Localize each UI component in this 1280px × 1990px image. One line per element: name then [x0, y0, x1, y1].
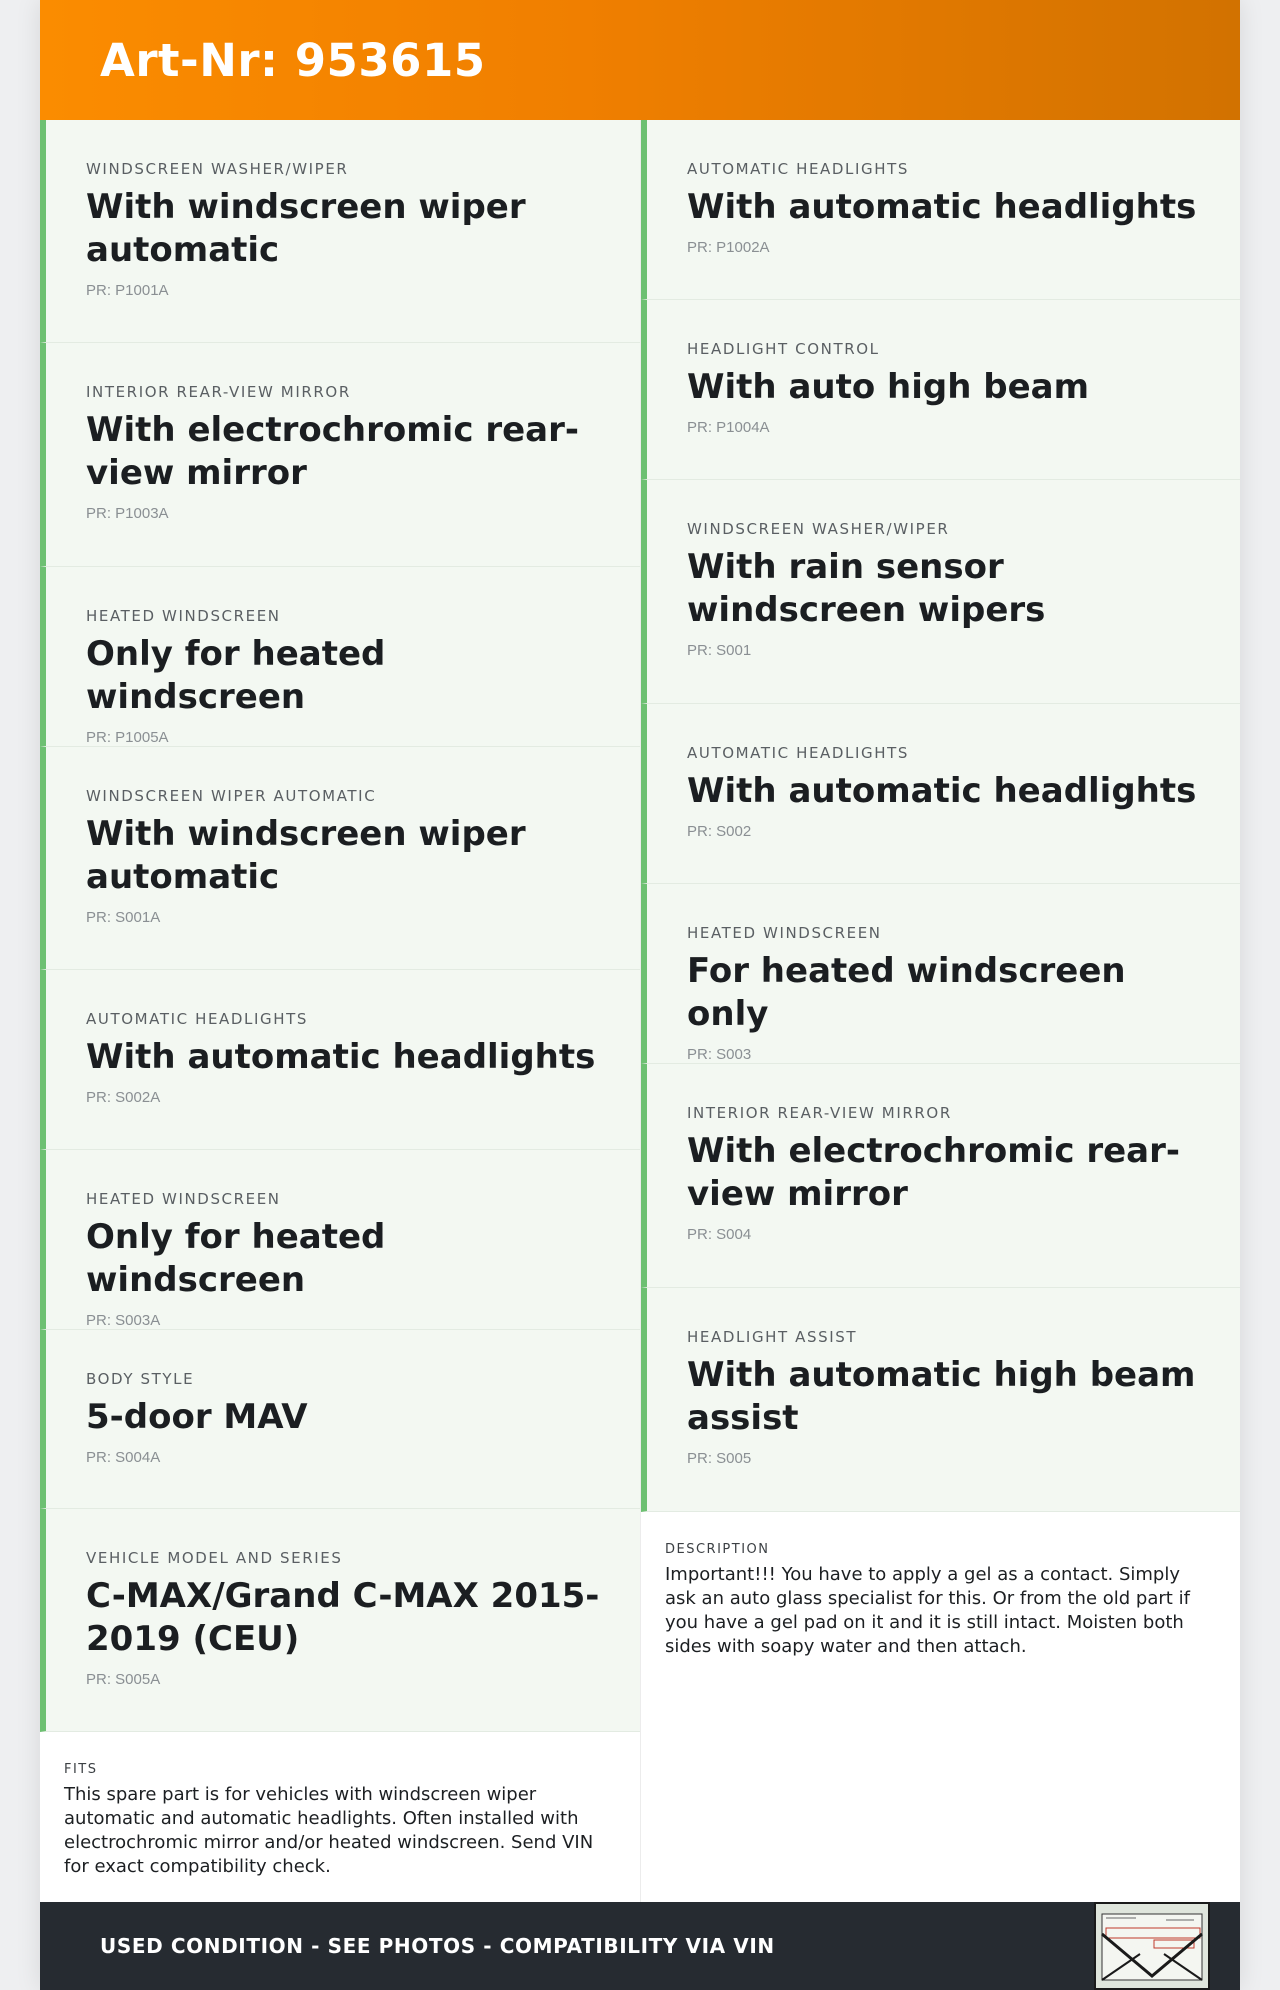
spec-title: 5-door MAV: [86, 1396, 308, 1437]
spec-title: With windscreen wiper automatic: [86, 187, 526, 270]
spec-category: HEATED WINDSCREEN: [86, 1189, 281, 1208]
spec-pr-code: PR: S003: [687, 1046, 752, 1063]
spec-title: With automatic headlights: [687, 771, 1197, 811]
spec-title: For heated windscreen only: [687, 951, 1126, 1034]
spec-pr-code: PR: S005: [687, 1450, 752, 1467]
spec-category: HEADLIGHT ASSIST: [687, 1328, 858, 1346]
spec-title: With rain sensor windscreen wipers: [687, 547, 1046, 630]
envelope-icon[interactable]: [1094, 1902, 1210, 1990]
spec-title: With automatic headlights: [687, 187, 1197, 227]
description-label: DESCRIPTION: [665, 1542, 770, 1557]
spec-card: [641, 120, 1240, 300]
spec-category: BODY STYLE: [86, 1369, 195, 1388]
spec-card: [40, 567, 640, 747]
spec-category: HEADLIGHT CONTROL: [687, 340, 880, 358]
spec-title: With automatic high beam assist: [687, 1355, 1196, 1438]
spec-title: With auto high beam: [687, 367, 1090, 407]
description-section: [641, 1512, 1240, 1679]
spec-category: AUTOMATIC HEADLIGHTS: [86, 1010, 309, 1029]
footer: [40, 1902, 1240, 1990]
spec-card: [641, 300, 1240, 480]
spec-title: Only for heated windscreen: [86, 1216, 386, 1300]
spec-title: C-MAX/Grand C-MAX 2015-2019 (CEU): [86, 1576, 600, 1660]
spec-category: INTERIOR REAR-VIEW MIRROR: [687, 1104, 952, 1122]
spec-pr-code: PR: S004A: [86, 1448, 161, 1466]
spec-title: With electrochromic rear-view mirror: [687, 1131, 1180, 1214]
spec-pr-code: PR: S004: [687, 1226, 752, 1243]
description-text: Important!!! You have to apply a gel as a contact. Simply ask an auto glass specialist for this. Or from the old part if you have a gel pad on it and it is still intact. Moisten both sides with soapy water and then attach.: [665, 1564, 1190, 1657]
spec-pr-code: PR: S001A: [86, 908, 161, 926]
spec-category: INTERIOR REAR-VIEW MIRROR: [86, 383, 351, 402]
spec-pr-code: PR: S003A: [86, 1311, 161, 1329]
spec-category: HEATED WINDSCREEN: [687, 924, 882, 942]
spec-card: [641, 1064, 1240, 1288]
right-column: [640, 120, 1240, 1902]
spec-category: WINDSCREEN WASHER/WIPER: [86, 160, 349, 178]
header: [40, 0, 1240, 120]
spec-title: With automatic headlights: [86, 1037, 596, 1078]
spec-pr-code: PR: P1002A: [687, 239, 770, 256]
spec-card: [641, 480, 1240, 704]
condition-note: USED CONDITION - SEE PHOTOS - COMPATIBILITY VIA VIN: [100, 1934, 775, 1958]
spec-pr-code: PR: S002A: [86, 1089, 161, 1107]
fits-text: This spare part is for vehicles with windscreen wiper automatic and automatic headlights. Often installed with electrochromic mirror and/or heated windscreen. Send VIN for exact compatibility check.: [64, 1784, 594, 1878]
spec-category: AUTOMATIC HEADLIGHTS: [687, 160, 910, 178]
spec-card: [40, 970, 640, 1150]
envelope-thumbnail-graphic: [1096, 1904, 1208, 1988]
spec-columns: [40, 120, 1240, 1902]
spec-card: [40, 747, 640, 970]
article-number-title: Art-Nr: 953615: [100, 33, 486, 87]
spec-pr-code: PR: P1004A: [687, 419, 770, 436]
spec-card: [40, 1330, 640, 1510]
spec-title: With electrochromic rear-view mirror: [86, 410, 579, 494]
spec-pr-code: PR: S001: [687, 642, 752, 659]
spec-pr-code: PR: S002: [687, 823, 752, 840]
fits-section: [40, 1732, 640, 1902]
spec-category: HEATED WINDSCREEN: [86, 606, 281, 625]
spec-category: VEHICLE MODEL AND SERIES: [86, 1549, 343, 1568]
spec-category: WINDSCREEN WASHER/WIPER: [687, 520, 950, 538]
spec-card: [40, 343, 640, 566]
left-column: [40, 120, 640, 1902]
spec-card: [641, 1288, 1240, 1512]
spec-category: WINDSCREEN WIPER AUTOMATIC: [86, 786, 377, 805]
spec-category: AUTOMATIC HEADLIGHTS: [687, 744, 910, 762]
spec-card: [641, 704, 1240, 884]
spec-pr-code: PR: P1005A: [86, 728, 169, 746]
fits-label: FITS: [64, 1762, 98, 1778]
spec-pr-code: PR: P1001A: [86, 282, 169, 299]
spec-pr-code: PR: S005A: [86, 1671, 161, 1689]
spec-title: Only for heated windscreen: [86, 633, 386, 717]
spec-card: [40, 120, 640, 343]
spec-title: With windscreen wiper automatic: [86, 813, 526, 897]
spec-card: [641, 884, 1240, 1064]
page: [40, 0, 1240, 1990]
spec-card: [40, 1150, 640, 1330]
spec-pr-code: PR: P1003A: [86, 505, 169, 523]
spec-card: [40, 1509, 640, 1732]
